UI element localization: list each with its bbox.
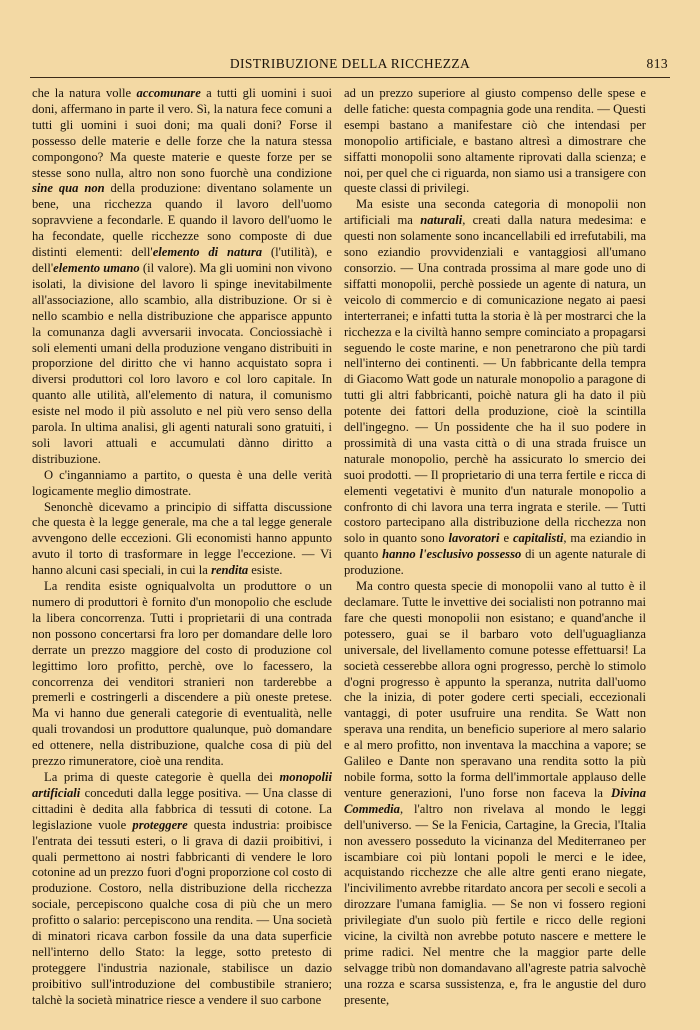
text-run: e <box>499 531 513 546</box>
running-title: DISTRIBUZIONE DELLA RICCHEZZA <box>229 56 471 71</box>
italic-phrase: lavoratori <box>448 531 500 546</box>
italic-phrase: accomunare <box>136 86 201 100</box>
paragraph <box>344 579 646 1008</box>
right-column <box>344 86 646 1009</box>
italic-phrase: elemento di natura <box>152 245 263 260</box>
text-run: (il valore). Ma gli uomini non vivono isolati, la divisione del lavoro li spinge inevitabilmente all'associazione, allo scambio, alla distribuzione. Or si è nello scambio e nella distribuzione che apparisce appunto la comunanza dagli avversarii invocata. Conciossiachè i soli elementi umani della produzione vengano distribuiti in proporzione del diritto che vi hanno acquistato sopra i diversi produttori col loro lavoro e col loro capitale. In quanto alle utilità, all'elemento di natura, il comunismo esiste nel modo il più assoluto e nel più vero senso della parola. In ultima analisi, gli agenti naturali sono gratuiti, i soli lavori attuali e accumulati dànno diritto a distribuzione. <box>32 260 332 466</box>
text-run: di un agente naturale di produzione. <box>344 547 646 578</box>
text-run: , ma eziandio in quanto <box>344 531 647 562</box>
paragraph <box>32 468 332 500</box>
page-number: 813 <box>646 56 668 71</box>
left-column <box>32 86 332 1009</box>
text-run: esiste. <box>248 563 283 578</box>
text-run: La rendita esiste ogniqualvolta un produttore o un numero di produttori è fornito d'un monopolio che esclude la libera concorrenza. Tutti i proprietarii di una contrada non possono concertarsi fra loro per domandare delle loro derrate un prezzo maggiore del costo di produzione col legittimo loro profitto, perchè, ove lo facessero, la concorrenza dei venditori stranieri non tarderebbe a premerli e costringerli a discendere a più oneste pretese. Ma vi hanno due generali categorie di eventualità, nelle quali trovandosi un produttore qualunque, può domandare ed ottenere, nella distribuzione, qualche cosa di più del prezzo rimuneratore, cioè una rendita. <box>32 579 332 769</box>
text-run: O c'inganniamo a partito, o questa è una delle verità logicamente meglio dimostrate. <box>32 467 332 498</box>
paragraph <box>32 500 332 580</box>
italic-phrase: sine qua non <box>32 181 105 196</box>
text-run: questa industria: proibisce l'entrata dei tessuti esteri, o li grava di dazii proibitivi, i quali permettono ai nostri fabbricanti di vendere le loro cotonine ad un prezzo fuori d'ogni proporzione col costo di produzione. Costoro, nella distribuzione della ricchezza sociale, percepiscono qualche cosa di più che un mero profitto o salario: percepiscono una rendita. — Una società di minatori ricava carbon fossile da una data superficie nell'interno dello Stato: la legge, sotto pretesto di proteggere l'industria nazionale, stabilisce un dazio proibitivo sull'introduzione del combustibile straniero; talchè la società minatrice riesce a vendere il suo carbone <box>32 817 332 1007</box>
text-run: a tutti gli uomini i suoi doni, affermano in parte il vero. Sì, la natura fece comuni a tutti gli uomini i suoi doni; ma quali doni? Forse il possesso delle materie e delle forze che la natura stessa compongono? Ma queste materie e queste forze per se stesse sono nulla, altro non sono fuorchè una condizione <box>32 86 332 180</box>
text-run: Ma esiste una seconda categoria di monopolii non artificiali ma <box>344 197 646 228</box>
paragraph <box>344 86 646 197</box>
italic-phrase: monopolii artificiali <box>32 769 332 800</box>
italic-phrase: elemento umano <box>53 260 140 275</box>
text-run: che la natura volle <box>32 86 137 100</box>
running-header <box>30 56 670 76</box>
italic-phrase: proteggere <box>132 817 188 832</box>
paragraph <box>32 770 332 1009</box>
text-run: Ma contro questa specie di monopolii vano al tutto è il declamare. Tutte le invettive dei socialisti non potranno mai fare che questi monopolii non esistano; e quand'anche il potessero, guai se il barbaro voto dell'uguaglianza universale, del livellamento comune potesse effettuarsi! La società cesserebbe allora ogni progresso, perchè lo stimolo d'ogni progresso è appunto la speranza, nutrita dall'uomo che la inizia, di poter godere certi speciali, eccezionali vantaggi, di poter usufruire una rendita. Se Watt non sperava una rendita, un beneficio superiore al mero salario e al mero profitto, non inventava la macchina a vapore; se Galileo e Dante non speravano una rendita sotto la più nobile forma, sotto la forma dell'immortale applauso delle venture generazioni, l'uno forse non faceva la <box>344 579 646 800</box>
text-run: ad un prezzo superiore al giusto compenso delle spese e delle fatiche: questa compagnia gode una rendita. — Questi esempi bastano a manifestare ciò che intendasi per monopolio artificiale, e bastano altresì a dimostrare che siffatti monopolii sono altamente riprovati dalla scienza; e noi, per quel che ci riguarda, non siamo usi a transigere con queste classi di privilegi. <box>344 86 646 196</box>
text-run: conceduti dalla legge positiva. — Una classe di cittadini è dedita alla fabbrica di tessuti di cotone. La legislazione vuole <box>32 785 332 832</box>
text-run: , l'altro non rivelava al mondo le leggi dell'universo. — Se la Fenicia, Cartagine, la Grecia, l'Italia non avessero posseduto la vicinanza del Mediterraneo per iscambiare coi più lontani popoli le merci e le idee, acquistando ricchezze che alle altre genti erano niegate, l'incivilimento avrebbe ritardato ancora per secoli e secoli a dirozzare l'umana famiglia. — Se non vi fossero regioni privilegiate d'un suolo più fertile e ricco delle regioni vicine, la civiltà non avrebbe potuto nascere e mettere le prime radici. Nel mentre che la maggior parte delle selvagge tribù non domandavano all'agreste patria salvochè una rozza e scarsa sussistenza, e, fra le angustie del duro presente, <box>344 801 646 1007</box>
italic-phrase: capitalisti <box>512 531 564 546</box>
italic-phrase: Divina Commedia <box>344 785 646 816</box>
paragraph <box>32 579 332 770</box>
text-run: La prima di queste categorie è quella dei <box>44 769 280 784</box>
header-rule <box>30 77 670 78</box>
italic-phrase: naturali <box>420 213 463 228</box>
italic-phrase: hanno l'esclusivo possesso <box>382 547 522 562</box>
paragraph <box>344 197 646 579</box>
paragraph <box>32 86 332 468</box>
text-run: della produzione: diventano solamente un bene, una ricchezza quando il lavoro dell'uomo sopravviene a fecondarle. E quando il lavoro dell'uomo le ha fecondate, quelle ricchezze sono composte di due distinti elementi: dell' <box>32 181 332 260</box>
text-run: (l'utilità), e dell' <box>32 245 332 275</box>
text-run: , creati dalla natura medesima: e questi non solamente sono incancellabili ed irrefutabili, ma sono eziandio provvidenziali e vantaggiosi all'umano consorzio. — Una contrada prossima al mare gode uno di siffatti monopolii, perchè possiede un agente di natura, un veicolo di commercio e di comunicazione negato ai paesi interterranei; e infatti tutta la storia è là per mostrarci che la ricchezza e la civiltà hanno sempre cominciato a propagarsi seguendo le coste marine, e non penetrarono che più tardi nell'interno dei continenti. — Un fabbricante della tempra di Giacomo Watt gode un naturale monopolio a paragone di tutti gli altri fabbricanti, poichè natura gli ha dato il più potente dei fattori della produzione, cioè la scintilla dell'ingegno. — Un possidente che ha il suo podere in prossimità di una vasta città o di una strada fruisce un naturale monopolio, perchè ha assicurato lo smercio dei suoi prodotti. — Il proprietario di una terra fertile e ricca di elementi vegetativi è munito d'un naturale monopolio a confronto di chi lavora una terra ingrata e sterile. — Tutti costoro partecipano alla distribuzione della ricchezza non solo in quanto sono <box>344 213 646 546</box>
text-run: Senonchè dicevamo a principio di siffatta discussione che questa è la legge generale, ma che a tal legge generale avvengono delle eccezioni. Gli economisti hanno appunto avuto il torto di trasformare in legge l'eccezione. — Vi hanno alcuni casi speciali, in cui la <box>32 499 332 578</box>
italic-phrase: rendita <box>211 563 249 578</box>
